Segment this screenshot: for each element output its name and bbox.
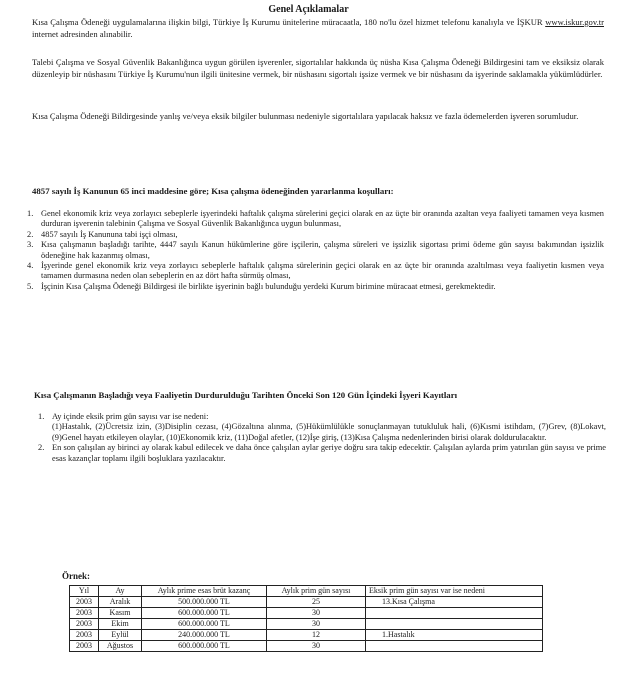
- intro-paragraph-2: Talebi Çalışma ve Sosyal Güvenlik Bakanlığınca uygun görülen işverenler, sigortalılar hakkında üç nüsha Kısa Çalışma Ödeneği Bildirgesini tam ve eksiksiz olarak düzenleyip bir nüshasını Türkiye İş Kurumu'nun ilgili ünitesine vermek, bir nüshasını sigortalı işsize vermek ve bir nüshasını da işyerinde saklamakla yükümlüdürler.: [32, 57, 604, 79]
- example-table-header-row: [70, 586, 543, 597]
- cell-ay: Aralık: [99, 597, 142, 608]
- cell-yil: 2003: [70, 619, 99, 630]
- condition-text: İşçinin Kısa Çalışma Ödeneği Bildirgesi ile birlikte işyerinin bağlı bulunduğu yerdeki Kurum birimine müracaat etmesi, gerekmektedir.: [41, 281, 496, 291]
- condition-number: 2.: [27, 229, 34, 239]
- records-list: [38, 412, 606, 464]
- cell-gun: 25: [267, 597, 366, 608]
- document-title: Genel Açıklamalar: [268, 4, 349, 15]
- condition-text: Kısa çalışmanın başladığı tarihte, 4447 sayılı Kanun hükümlerine göre işçilerin, çalışma süreleri ve işsizlik sigortası primi ödeme gün sayısı bakımından işsizlik ödeneğine hak kazanmış olması,: [41, 240, 604, 260]
- cell-neden: [366, 641, 543, 652]
- cell-gun: 30: [267, 608, 366, 619]
- cell-kazanc: 600.000.000 TL: [142, 608, 267, 619]
- header-yil: Yıl: [70, 586, 99, 597]
- condition-number: 4.: [27, 261, 34, 271]
- records-subtext: (1)Hastalık, (2)Ücretsiz izin, (3)Disiplin cezası, (4)Gözaltına alınma, (5)Hükümlülükle sonuçlanmayan tutukluluk hali, (6)Kısmi istihdam, (7)Grev, (8)Lokavt, (9)Genel hayatı etkileyen olaylar, (10)Ekonomik kriz, (11)Doğal afetler, (12)İşe giriş, (13)Kısa Çalışma nedenlerinden birisi olarak doldurulacaktır.: [52, 422, 606, 442]
- table-row: [70, 630, 543, 641]
- cell-yil: 2003: [70, 608, 99, 619]
- intro-p1-text: Kısa Çalışma Ödeneği uygulamalarına ilişkin bilgi, Türkiye İş Kurumu ünitelerine müracaatla, 180 no'lu özel hizmet telefonu kanalıyla ve İŞKUR: [32, 17, 546, 27]
- cell-neden: 1.Hastalık: [366, 630, 543, 641]
- condition-item: [27, 282, 604, 292]
- records-item: [38, 443, 606, 464]
- condition-text: İşyerinde genel ekonomik kriz veya zorlayıcı sebeplerle haftalık çalışma sürelerinin geçici olarak en az üçte bir oranında azaltılması veya faaliyetin kısmen veya tamamen durmasına neden olan sebeplerin en az dört hafta sürmüş olması,: [41, 261, 604, 281]
- cell-gun: 30: [267, 619, 366, 630]
- example-label: Örnek:: [62, 571, 90, 581]
- header-kazanc: Aylık prime esas brüt kazanç: [142, 586, 267, 597]
- cell-ay: Ekim: [99, 619, 142, 630]
- example-table: [69, 585, 543, 652]
- condition-number: 3.: [27, 240, 34, 250]
- cell-yil: 2003: [70, 597, 99, 608]
- cell-ay: Eylül: [99, 630, 142, 641]
- cell-ay: Kasım: [99, 608, 142, 619]
- condition-number: 1.: [27, 209, 34, 218]
- cell-gun: 30: [267, 641, 366, 652]
- condition-item: [27, 240, 604, 261]
- cell-ay: Ağustos: [99, 641, 142, 652]
- header-ay: Ay: [99, 586, 142, 597]
- records-item: [38, 412, 606, 443]
- condition-number: 5.: [27, 281, 34, 291]
- cell-kazanc: 600.000.000 TL: [142, 641, 267, 652]
- table-row: [70, 641, 543, 652]
- header-neden: Eksik prim gün sayısı var ise nedeni: [366, 586, 543, 597]
- condition-item: [27, 209, 604, 230]
- conditions-heading: 4857 sayılı İş Kanunun 65 inci maddesine göre; Kısa çalışma ödeneğinden yararlanma koşulları:: [32, 186, 394, 196]
- records-text: Ay içinde eksik prim gün sayısı var ise nedeni:: [52, 412, 209, 421]
- cell-kazanc: 240.000.000 TL: [142, 630, 267, 641]
- cell-yil: 2003: [70, 630, 99, 641]
- cell-gun: 12: [267, 630, 366, 641]
- table-row: [70, 619, 543, 630]
- condition-text: 4857 sayılı İş Kanununa tabi işçi olması,: [41, 229, 178, 239]
- cell-yil: 2003: [70, 641, 99, 652]
- cell-neden: [366, 608, 543, 619]
- records-number: 2.: [38, 443, 45, 453]
- intro-p1-text-end: internet adresinden alınabilir.: [32, 28, 133, 39]
- condition-item: [27, 261, 604, 282]
- intro-paragraph-3: Kısa Çalışma Ödeneği Bildirgesinde yanlış ve/veya eksik bilgiler bulunması nedeniyle sigortalılara yapılacak haksız ve fazla ödemelerden işveren sorumludur.: [32, 111, 579, 121]
- condition-item: [27, 230, 604, 240]
- table-row: [70, 597, 543, 608]
- condition-text: Genel ekonomik kriz veya zorlayıcı sebeplerle işyerindeki haftalık çalışma sürelerini geçici olarak en az üçte bir oranında azaltan veya faaliyeti tamamen veya kısmen durduran işverenin talebinin Çalışma ve Sosyal Güvenlik Bakanlığınca uygun bulunması,: [41, 209, 604, 229]
- cell-kazanc: 600.000.000 TL: [142, 619, 267, 630]
- cell-neden: 13.Kısa Çalışma: [366, 597, 543, 608]
- header-gun: Aylık prim gün sayısı: [267, 586, 366, 597]
- records-number: 1.: [38, 412, 45, 421]
- cell-neden: [366, 619, 543, 630]
- iskur-website-link[interactable]: www.iskur.gov.tr: [545, 17, 604, 27]
- records-heading: Kısa Çalışmanın Başladığı veya Faaliyetin Durdurulduğu Tarihten Önceki Son 120 Gün İçindeki İşyeri Kayıtları: [34, 390, 458, 400]
- records-text: En son çalışılan ay birinci ay olarak kabul edilecek ve daha önce çalışılan aylar geriye doğru sıra takip edecektir. Çalışılan aylarda prim yatırılan gün sayısı ve prime esas kazançlar toplamı ilgili boşluklara yazılacaktır.: [52, 443, 606, 463]
- intro-paragraph-1: [32, 17, 604, 40]
- conditions-list: [27, 209, 604, 292]
- cell-kazanc: 500.000.000 TL: [142, 597, 267, 608]
- table-row: [70, 608, 543, 619]
